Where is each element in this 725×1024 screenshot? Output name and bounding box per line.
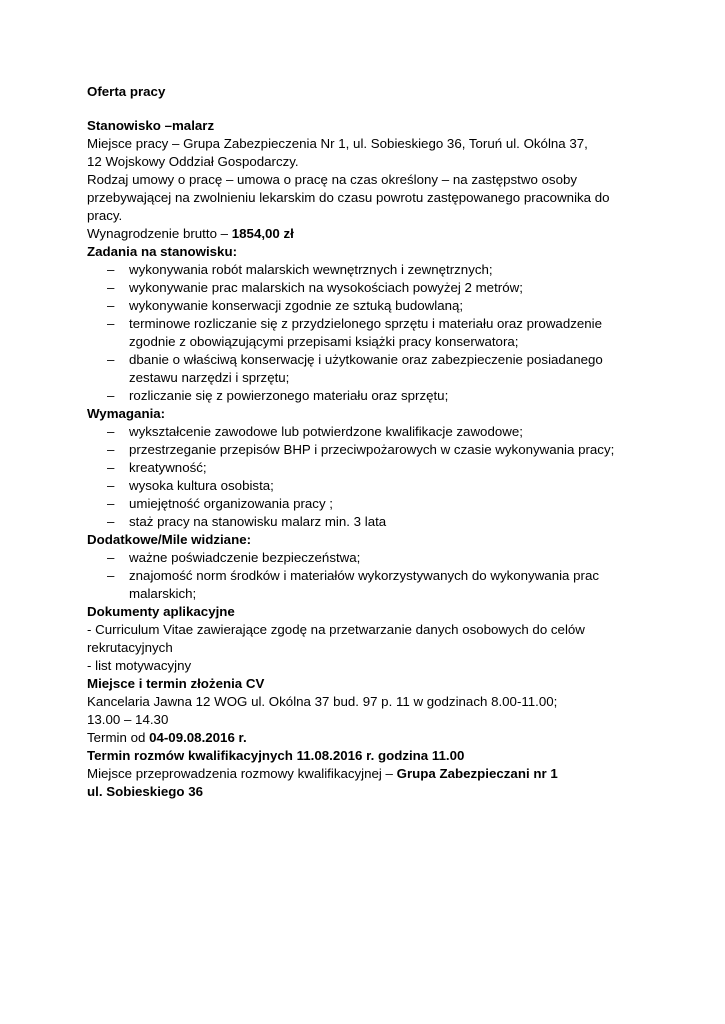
documents-heading: Dokumenty aplikacyjne bbox=[87, 603, 235, 619]
submission-line: Kancelaria Jawna 12 WOG ul. Okólna 37 bud. 97 p. 11 w godzinach 8.00-11.00; bbox=[87, 693, 558, 709]
dash-bullet: – bbox=[107, 351, 115, 367]
dash-bullet: – bbox=[107, 513, 115, 529]
spacer bbox=[87, 101, 687, 117]
list-item-text: malarskich; bbox=[129, 585, 197, 601]
list-item bbox=[87, 297, 687, 315]
list-item bbox=[87, 351, 687, 369]
list-item bbox=[87, 315, 687, 333]
list-item-text: wykonywanie konserwacji zgodnie ze sztuką budowlaną; bbox=[129, 297, 464, 313]
workplace-line: 12 Wojskowy Oddział Gospodarczy. bbox=[87, 153, 299, 169]
duties-list bbox=[87, 261, 687, 405]
salary-line bbox=[87, 225, 687, 243]
dash-bullet: – bbox=[107, 441, 115, 457]
list-item-text: znajomość norm środków i materiałów wykorzystywanych do wykonywania prac bbox=[129, 567, 599, 583]
list-item bbox=[87, 513, 687, 531]
dash-bullet: – bbox=[107, 315, 115, 331]
salary-value: 1854,00 zł bbox=[231, 225, 294, 241]
interview-place bbox=[87, 765, 687, 783]
list-item-continuation bbox=[87, 369, 687, 387]
list-item-text: ważne poświadczenie bezpieczeństwa; bbox=[129, 549, 361, 565]
interview-place-line2: ul. Sobieskiego 36 bbox=[87, 783, 204, 799]
duties-heading: Zadania na stanowisku: bbox=[87, 243, 237, 259]
list-item-text: kreatywność; bbox=[129, 459, 207, 475]
list-item bbox=[87, 279, 687, 297]
list-item-continuation bbox=[87, 585, 687, 603]
documents-line: rekrutacyjnych bbox=[87, 639, 173, 655]
requirements-heading: Wymagania: bbox=[87, 405, 166, 421]
list-item bbox=[87, 567, 687, 585]
requirements-list bbox=[87, 423, 687, 531]
dash-bullet: – bbox=[107, 261, 115, 277]
contract-line: pracy. bbox=[87, 207, 123, 223]
list-item-text: zestawu narzędzi i sprzętu; bbox=[129, 369, 290, 385]
document-title: Oferta pracy bbox=[87, 84, 166, 99]
dash-bullet: – bbox=[107, 477, 115, 493]
dash-bullet: – bbox=[107, 297, 115, 313]
term-label: Termin od bbox=[87, 729, 150, 745]
list-item-text: staż pracy na stanowisku malarz min. 3 lata bbox=[129, 513, 387, 529]
job-offer-document bbox=[87, 83, 687, 801]
list-item bbox=[87, 549, 687, 567]
additional-list bbox=[87, 549, 687, 603]
list-item-text: wykonywania robót malarskich wewnętrznych i zewnętrznych; bbox=[129, 261, 493, 277]
dash-bullet: – bbox=[107, 279, 115, 295]
workplace-line: Miejsce pracy – Grupa Zabezpieczenia Nr 1, ul. Sobieskiego 36, Toruń ul. Okólna 37, bbox=[87, 135, 588, 151]
submission-term bbox=[87, 729, 687, 747]
submission-heading: Miejsce i termin złożenia CV bbox=[87, 675, 265, 691]
list-item-text: umiejętność organizowania pracy ; bbox=[129, 495, 333, 511]
list-item-text: wykształcenie zawodowe lub potwierdzone kwalifikacje zawodowe; bbox=[129, 423, 523, 439]
list-item bbox=[87, 495, 687, 513]
list-item-text: dbanie o właściwą konserwację i użytkowanie oraz zabezpieczenie posiadanego bbox=[129, 351, 603, 367]
interview-place-label: Miejsce przeprowadzenia rozmowy kwalifikacyjnej – bbox=[87, 765, 397, 781]
interview-heading: Termin rozmów kwalifikacyjnych 11.08.2016 r. godzina 11.00 bbox=[87, 747, 465, 763]
list-item-text: wykonywanie prac malarskich na wysokościach powyżej 2 metrów; bbox=[129, 279, 523, 295]
list-item bbox=[87, 387, 687, 405]
dash-bullet: – bbox=[107, 567, 115, 583]
list-item-text: wysoka kultura osobista; bbox=[129, 477, 274, 493]
dash-bullet: – bbox=[107, 459, 115, 475]
dash-bullet: – bbox=[107, 495, 115, 511]
list-item bbox=[87, 459, 687, 477]
list-item bbox=[87, 441, 687, 459]
list-item bbox=[87, 477, 687, 495]
submission-line: 13.00 – 14.30 bbox=[87, 711, 169, 727]
list-item-text: terminowe rozliczanie się z przydzielonego sprzętu i materiału oraz prowadzenie bbox=[129, 315, 603, 331]
dash-bullet: – bbox=[107, 423, 115, 439]
documents-line: - Curriculum Vitae zawierające zgodę na przetwarzanie danych osobowych do celów bbox=[87, 621, 585, 637]
position-heading: Stanowisko –malarz bbox=[87, 117, 215, 133]
additional-heading: Dodatkowe/Mile widziane: bbox=[87, 531, 252, 547]
dash-bullet: – bbox=[107, 387, 115, 403]
list-item-text: przestrzeganie przepisów BHP i przeciwpożarowych w czasie wykonywania pracy; bbox=[129, 441, 615, 457]
salary-label: Wynagrodzenie brutto – bbox=[87, 225, 232, 241]
term-value: 04-09.08.2016 r. bbox=[149, 729, 247, 745]
list-item bbox=[87, 423, 687, 441]
documents-line: - list motywacyjny bbox=[87, 657, 192, 673]
list-item-text: rozliczanie się z powierzonego materiału oraz sprzętu; bbox=[129, 387, 449, 403]
list-item-continuation bbox=[87, 333, 687, 351]
list-item-text: zgodnie z obowiązującymi przepisami książki pracy konserwatora; bbox=[129, 333, 519, 349]
contract-line: Rodzaj umowy o pracę – umowa o pracę na czas określony – na zastępstwo osoby bbox=[87, 171, 578, 187]
dash-bullet: – bbox=[107, 549, 115, 565]
list-item bbox=[87, 261, 687, 279]
contract-line: przebywającej na zwolnieniu lekarskim do czasu powrotu zastępowanego pracownika do bbox=[87, 189, 610, 205]
interview-place-value: Grupa Zabezpieczani nr 1 bbox=[396, 765, 558, 781]
